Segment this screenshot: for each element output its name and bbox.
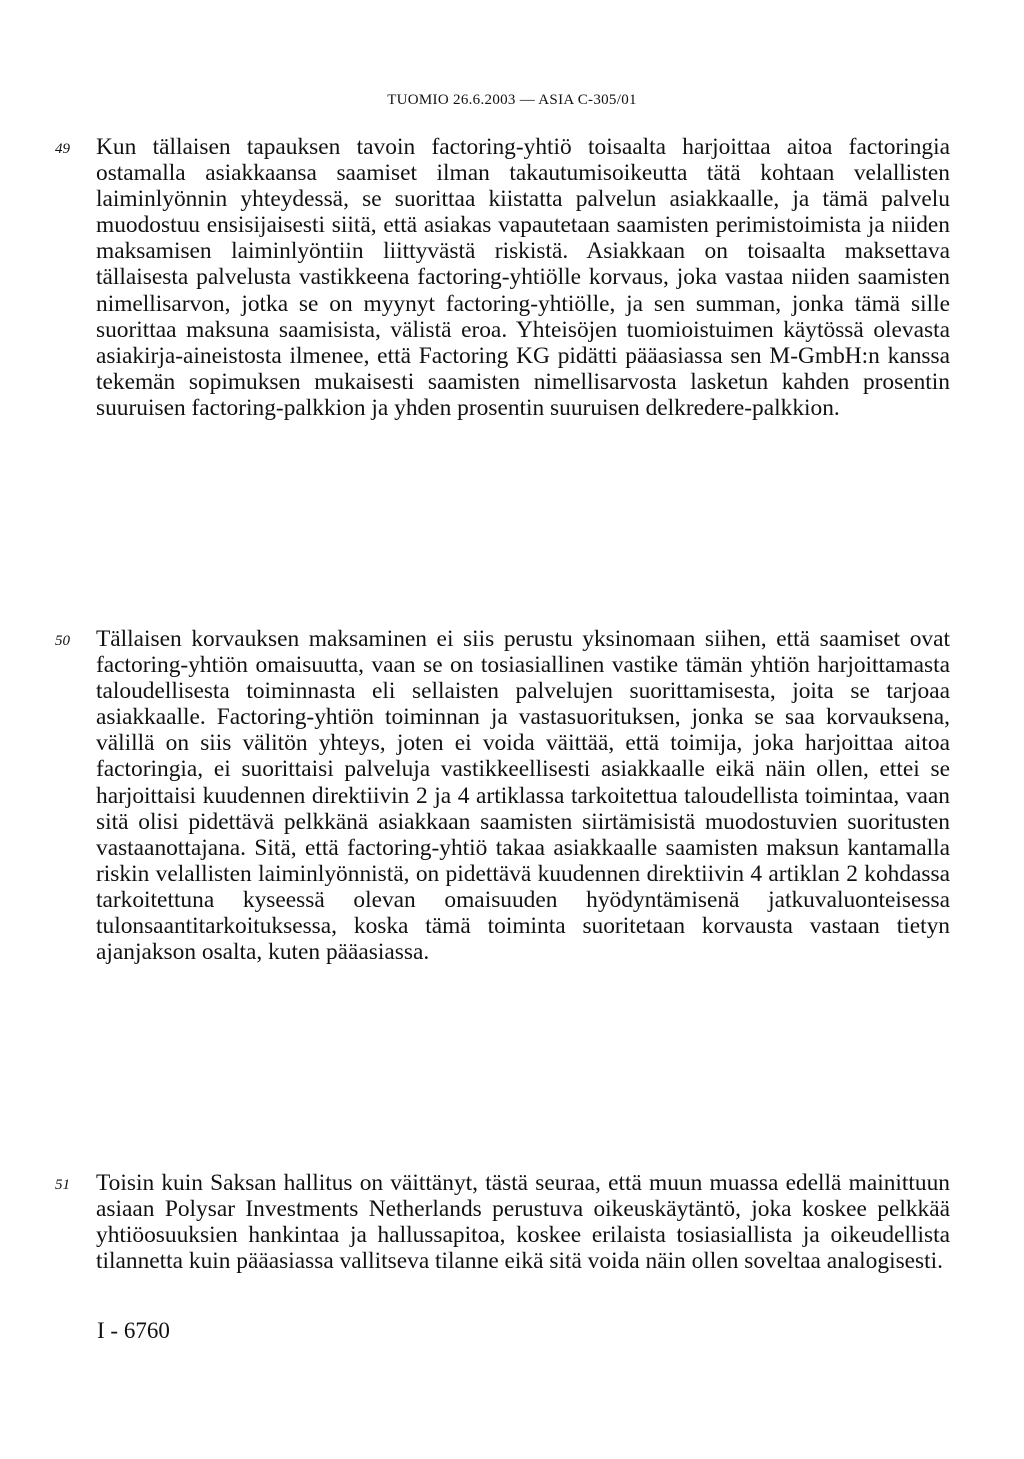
paragraph-50: Tällaisen korvauksen maksaminen ei siis perustu yksinomaan siihen, että saamiset ovat factoring-yhtiön omaisuutta, vaan se on tosiasiallinen vastike tämän yhtiön harjoittamasta taloudellisesta toiminnasta eli sellaisten palvelujen suorittamisesta, joita se tarjoaa asiakkaalle. Factoring-yhtiön toiminnan ja vastasuorituksen, jonka se saa korvauksena, välillä on siis välitön yhteys, joten ei voida väittää, että toimija, joka harjoittaa aitoa factoringia, ei suorittaisi palveluja vastikkeellisesti asiakkaalle eikä näin ollen, ettei se harjoittaisi kuudennen direktiivin 2 ja 4 artiklassa tarkoitettua taloudellista toimintaa, vaan sitä olisi pidettävä pelkkänä asiakkaan saamisten siirtämisistä muodostuvien suoritusten vastaanottajana. Sitä, että factoring-yhtiö takaa asiakkaalle saamisten maksun kantamalla riskin velallisten laiminlyönnistä, on pidettävä kuudennen direktiivin 4 artiklan 2 kohdassa tarkoitettuna kyseessä olevan omaisuuden hyödyntämisenä jatkuvaluonteisessa tulonsaantitarkoituksessa, koska tämä toiminta suoritetaan korvausta vastaan tietyn ajanjakson osalta, kuten pääasiassa.: [96, 626, 950, 966]
page-number: I - 6760: [97, 1318, 170, 1343]
running-header: TUOMIO 26.6.2003 — ASIA C-305/01: [387, 92, 637, 108]
paragraph-number-51: 51: [55, 1177, 70, 1193]
paragraph-49: Kun tällaisen tapauksen tavoin factoring-yhtiö toisaalta harjoittaa aitoa factoringia ostamalla asiakkaansa saamiset ilman takautumisoikeutta tätä kohtaan velallisten laiminlyönnin yhteydessä, se suorittaa kiistatta palvelun asiakkaalle, ja tämä palvelu muodostuu ensisijaisesti siitä, että asiakas vapautetaan saamisten perimistoimista ja niiden maksamisen laiminlyöntiin liittyvästä riskistä. Asiakkaan on toisaalta maksettava tällaisesta palvelusta vastikkeena factoring-yhtiölle korvaus, joka vastaa niiden saamisten nimellisarvon, jotka se on myynyt factoring-yhtiölle, ja sen summan, jonka tämä sille suorittaa maksuna saamisista, välistä eroa. Yhteisöjen tuomioistuimen käytössä olevasta asiakirja-aineistosta ilmenee, että Factoring KG pidätti pääasiassa sen M-GmbH:n kanssa tekemän sopimuksen mukaisesti saamisten nimellisarvosta lasketun kahden prosentin suuruisen factoring-palkkion ja yhden prosentin suuruisen delkredere-palkkion.: [96, 134, 950, 421]
paragraph-51: Toisin kuin Saksan hallitus on väittänyt, tästä seuraa, että muun muassa edellä mainittuun asiaan Polysar Investments Netherlands perustuva oikeuskäytäntö, joka koskee pelkkää yhtiöosuuksien hankintaa ja hallussapitoa, koskee erilaista tosiasiallista ja oikeudellista tilannetta kuin pääasiassa vallitseva tilanne eikä sitä voida näin ollen soveltaa analogisesti.: [96, 1170, 950, 1275]
paragraph-number-49: 49: [55, 141, 70, 157]
paragraph-number-50: 50: [55, 633, 70, 649]
